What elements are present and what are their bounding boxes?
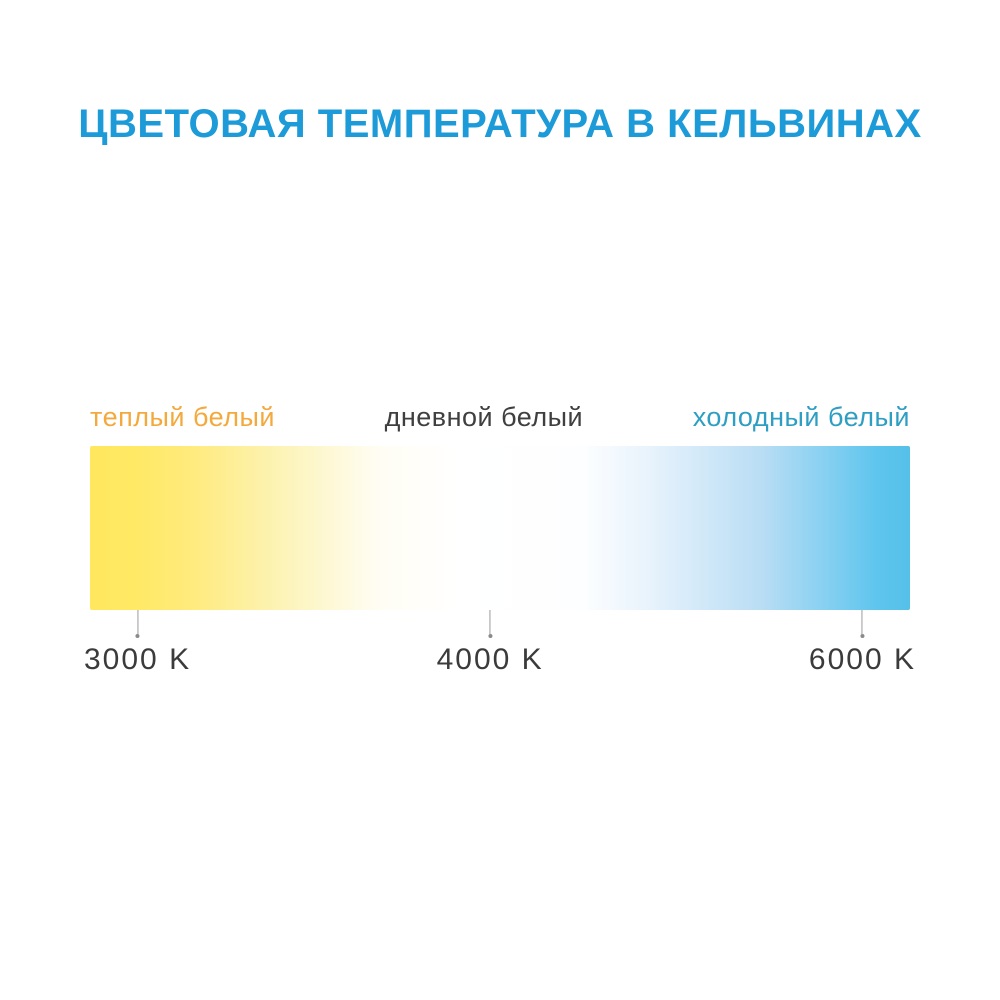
tick-dot: [860, 634, 864, 638]
color-temperature-gradient-bar: [90, 446, 910, 610]
scale-label-warm-white: теплый белый: [90, 402, 275, 432]
tick-4000k: [437, 610, 544, 677]
page-title: ЦВЕТОВАЯ ТЕМПЕРАТУРА В КЕЛЬВИНАХ: [78, 102, 922, 146]
tick-label-6000k: 6000 K: [808, 643, 916, 676]
tick-line: [862, 610, 863, 634]
tick-label-4000k: 4000 K: [436, 643, 544, 676]
tick-dot: [488, 634, 492, 638]
tick-dot: [136, 634, 140, 638]
tick-line: [137, 610, 138, 634]
tick-6000k: [809, 610, 916, 677]
scale-labels-row: [90, 402, 910, 433]
kelvin-ticks-area: [84, 610, 916, 680]
scale-label-cold-white: холодный белый: [692, 402, 910, 432]
tick-label-3000k: 3000 K: [84, 643, 192, 676]
tick-line: [490, 610, 491, 634]
scale-label-daylight-white: дневной белый: [384, 402, 584, 432]
tick-3000k: [84, 610, 191, 677]
